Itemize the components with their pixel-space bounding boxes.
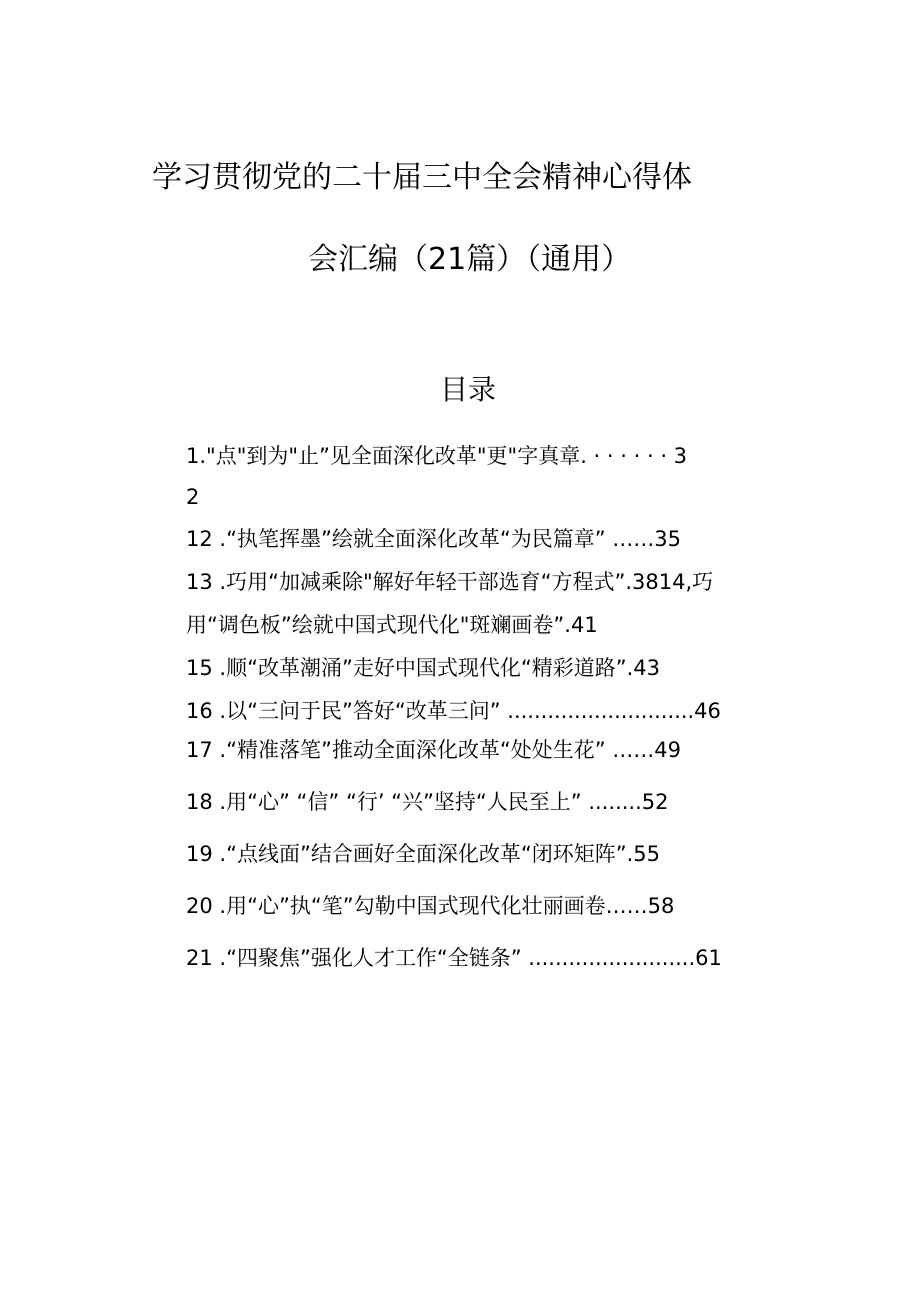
toc-entry-1-continued: 2 bbox=[186, 485, 200, 509]
toc-entry-1: 1."点"到为"止”见全面深化改革"更"字真章. · · · · · · 3 bbox=[186, 444, 688, 468]
toc-entry-13: 13 .巧用“加减乘除"解好年轻干部选育“方程式”.3814,巧 bbox=[186, 570, 714, 594]
toc-entry-21: 21 .“四聚焦”强化人才工作“全链条” .........................61 bbox=[186, 946, 722, 970]
toc-entry-19: 19 .“点线面”结合画好全面深化改革“闭环矩阵”.55 bbox=[186, 842, 660, 866]
toc-entry-12: 12 .“执笔挥墨”绘就全面深化改革“为民篇章” ……35 bbox=[186, 527, 681, 551]
toc-entry-14-continued: 用“调色板”绘就中国式现代化"斑斓画卷”.41 bbox=[186, 613, 598, 637]
toc-entry-15: 15 .顺“改革潮涌”走好中国式现代化“精彩道路”.43 bbox=[186, 656, 660, 680]
toc-entry-17: 17 .“精准落笔”推动全面深化改革“处处生花” ……49 bbox=[186, 738, 681, 762]
toc-heading: 目录 bbox=[440, 373, 497, 406]
document-title-line-1: 学习贯彻党的二十届三中全会精神心得体 bbox=[152, 160, 692, 195]
document-title-line-2: 会汇编（21篇）（通用） bbox=[308, 242, 632, 277]
toc-entry-16: 16 .以“三问于民”答好“改革三问” ............................46 bbox=[186, 699, 721, 723]
toc-entry-20: 20 .用“心”执“笔”勾勒中国式现代化壮丽画卷……58 bbox=[186, 894, 675, 918]
toc-entry-18: 18 .用“心” “信” “行’ “兴”坚持“人民至上” ........52 bbox=[186, 790, 669, 814]
